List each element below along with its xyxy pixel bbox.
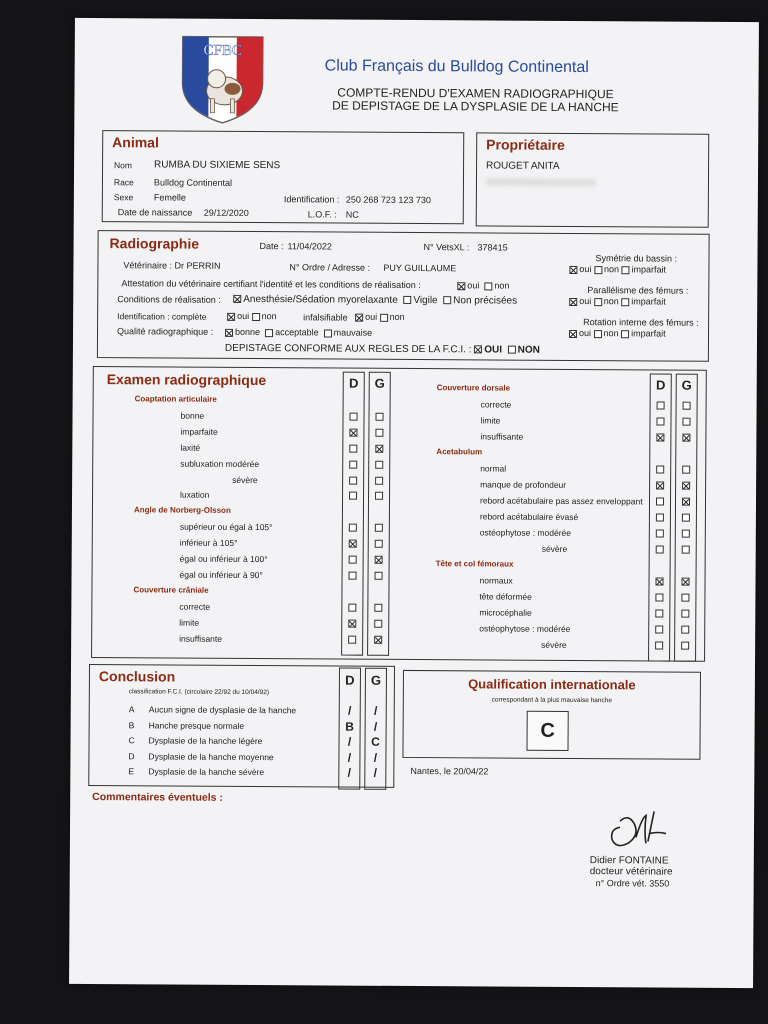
checkbox-g[interactable] bbox=[681, 626, 689, 634]
checkbox-g[interactable] bbox=[683, 402, 691, 410]
race-value: Bulldog Continental bbox=[153, 177, 233, 188]
depistage-non-checkbox[interactable] bbox=[508, 346, 516, 354]
sexe-value: Femelle bbox=[153, 192, 186, 203]
qualite-acceptable-checkbox[interactable] bbox=[265, 329, 273, 337]
naissance-label: Date de naissance bbox=[117, 207, 193, 218]
identification-non-checkbox[interactable] bbox=[252, 313, 260, 321]
conclusion-letter: A bbox=[128, 704, 135, 715]
vets-value: 378415 bbox=[477, 242, 508, 253]
rotation-non-checkbox[interactable] bbox=[594, 330, 602, 338]
club-name: Club Français du Bulldog Continental bbox=[324, 57, 589, 77]
criterion-label: égal ou inférieur à 90° bbox=[179, 569, 263, 580]
checkbox-d[interactable] bbox=[656, 497, 664, 505]
attestation-non-checkbox[interactable] bbox=[484, 282, 492, 290]
nom-value: RUMBA DU SIXIEME SENS bbox=[154, 159, 281, 172]
naissance-value: 29/12/2020 bbox=[203, 207, 249, 218]
qualification-grade: C bbox=[526, 711, 568, 751]
checkbox-d[interactable] bbox=[656, 545, 664, 553]
conclusion-letter: C bbox=[128, 735, 135, 746]
examen-right-d-header: D bbox=[655, 377, 666, 393]
rotation-imparfait-checkbox[interactable] bbox=[621, 330, 629, 338]
checkbox-g[interactable] bbox=[375, 572, 383, 580]
conclusion-label: Dysplasie de la hanche légère bbox=[148, 735, 263, 747]
parallelisme-imparfait-checkbox[interactable] bbox=[621, 298, 629, 306]
ordre-value: PUY GUILLAUME bbox=[383, 262, 457, 274]
conditions-options: Anesthésie/Sédation myorelaxante Vigile Non précisées bbox=[233, 294, 517, 307]
checkbox-g[interactable] bbox=[681, 642, 689, 650]
conclusion-d-value: / bbox=[347, 765, 352, 780]
section-heading: Couverture dorsale bbox=[436, 383, 511, 393]
checkbox-g[interactable] bbox=[374, 603, 382, 611]
checkbox-d[interactable] bbox=[348, 603, 356, 611]
qualite-bonne-checkbox[interactable] bbox=[225, 328, 233, 336]
criterion-label: ostéophytose : modérée bbox=[479, 527, 572, 538]
signataire-ordre: n° Ordre vét. 3550 bbox=[595, 878, 670, 889]
checkbox-g[interactable] bbox=[682, 498, 690, 506]
criterion-label: correcte bbox=[179, 601, 211, 612]
redacted-address bbox=[486, 178, 596, 186]
signataire-fonction: docteur vétérinaire bbox=[589, 866, 673, 878]
attestation-label: Attestation du vétérinaire certifiant l'identité et les conditions de réalisation : bbox=[121, 278, 421, 291]
conclusion-heading: Conclusion bbox=[98, 668, 176, 685]
checkbox-g[interactable] bbox=[682, 514, 690, 522]
proprietaire-heading: Propriétaire bbox=[486, 136, 565, 153]
checkbox-g[interactable] bbox=[682, 482, 690, 490]
checkbox-g[interactable] bbox=[681, 610, 689, 618]
section-heading: Angle de Norberg-Olsson bbox=[133, 505, 231, 516]
conclusion-g-value: / bbox=[373, 719, 378, 734]
conclusion-g-value: C bbox=[371, 734, 380, 749]
parallelisme-non-checkbox[interactable] bbox=[594, 298, 602, 306]
criterion-label: laxité bbox=[180, 442, 201, 453]
checkbox-d[interactable] bbox=[656, 433, 664, 441]
checkbox-d[interactable] bbox=[655, 625, 663, 633]
checkbox-d[interactable] bbox=[349, 524, 357, 532]
conclusion-sub: classification F.C.I. (circulaire 22/92 du 10/04/92) bbox=[128, 688, 270, 697]
criterion-label: luxation bbox=[180, 489, 210, 501]
checkbox-g[interactable] bbox=[376, 413, 384, 421]
checkbox-g[interactable] bbox=[375, 460, 383, 468]
section-heading: Coaptation articulaire bbox=[134, 394, 217, 404]
conclusion-label: Hanche presque normale bbox=[148, 719, 245, 731]
checkbox-d[interactable] bbox=[655, 593, 663, 601]
depistage-line: DEPISTAGE CONFORME AUX REGLES DE LA F.C.I. : OUI NON bbox=[224, 342, 540, 356]
checkbox-d[interactable] bbox=[656, 481, 664, 489]
checkbox-g[interactable] bbox=[375, 524, 383, 532]
checkbox-g[interactable] bbox=[682, 466, 690, 474]
anesthesie-checkbox[interactable] bbox=[233, 295, 241, 303]
conclusion-letter: B bbox=[128, 719, 135, 730]
date-value: 11/04/2022 bbox=[287, 241, 332, 252]
logo-text: CFBC bbox=[203, 42, 242, 59]
criterion-label: manque de profondeur bbox=[480, 479, 567, 490]
criterion-label: rebord acétabulaire pas assez enveloppant bbox=[479, 495, 643, 507]
criterion-label: microcéphalie bbox=[479, 607, 532, 618]
checkbox-d[interactable] bbox=[657, 401, 665, 409]
conditions-label: Conditions de réalisation : bbox=[117, 294, 221, 305]
checkbox-d[interactable] bbox=[350, 412, 358, 420]
infalsifiable-non-checkbox[interactable] bbox=[380, 313, 388, 321]
conclusion-d-header: D bbox=[345, 672, 355, 688]
checkbox-d[interactable] bbox=[656, 513, 664, 521]
qualite-label: Qualité radiographique : bbox=[117, 326, 214, 337]
checkbox-d[interactable] bbox=[349, 492, 357, 500]
lieu-date: Nantes, le 20/04/22 bbox=[410, 765, 489, 777]
criterion-label: normal bbox=[480, 463, 507, 474]
checkbox-g[interactable] bbox=[682, 578, 690, 586]
attestation-options: oui non bbox=[457, 280, 509, 290]
title-line-2: DE DEPISTAGE DE LA DYSPLASIE DE LA HANCHE bbox=[332, 98, 619, 115]
checkbox-g[interactable] bbox=[375, 492, 383, 500]
symetrie-oui-checkbox[interactable] bbox=[569, 266, 577, 274]
checkbox-d[interactable] bbox=[655, 641, 663, 649]
criterion-label: supérieur ou égal à 105° bbox=[179, 521, 273, 533]
examen-heading: Examen radiographique bbox=[106, 371, 267, 389]
ordre-label: N° Ordre / Adresse : bbox=[289, 262, 371, 273]
vigile-checkbox[interactable] bbox=[403, 296, 411, 304]
title-line-1: COMPTE-RENDU D'EXAMEN RADIOGRAPHIQUE bbox=[337, 85, 614, 102]
identification-oui-checkbox[interactable] bbox=[227, 312, 235, 320]
date-label: Date : bbox=[259, 241, 284, 252]
criterion-label: sévère bbox=[541, 639, 567, 650]
criterion-label: limite bbox=[179, 617, 200, 628]
checkbox-d[interactable] bbox=[656, 529, 664, 537]
checkbox-d[interactable] bbox=[349, 460, 357, 468]
conclusion-label: Dysplasie de la hanche moyenne bbox=[148, 750, 274, 762]
checkbox-g[interactable] bbox=[375, 540, 383, 548]
checkbox-g[interactable] bbox=[682, 546, 690, 554]
infalsifiable-label: infalsifiable bbox=[303, 312, 348, 323]
signature bbox=[606, 807, 676, 857]
lof-label: L.O.F. : bbox=[307, 209, 337, 220]
section-heading: Couverture crâniale bbox=[133, 585, 209, 595]
criterion-label: égal ou inférieur à 100° bbox=[179, 553, 268, 565]
criterion-label: imparfaite bbox=[180, 426, 218, 437]
qualification-heading: Qualification internationale bbox=[468, 676, 636, 693]
non-precisees-checkbox[interactable] bbox=[443, 297, 451, 305]
identification-options: oui non bbox=[227, 311, 277, 321]
sexe-label: Sexe bbox=[113, 192, 134, 203]
examen-left-g-header: G bbox=[374, 375, 385, 391]
identification-value: 250 268 723 123 730 bbox=[345, 194, 431, 206]
checkbox-g[interactable] bbox=[375, 429, 383, 437]
examen-right-g-header: G bbox=[681, 377, 692, 393]
rotation-label: Rotation interne des fémurs : bbox=[583, 317, 699, 328]
conclusion-label: Dysplasie de la hanche sévère bbox=[148, 766, 265, 778]
checkbox-d[interactable] bbox=[349, 540, 357, 548]
checkbox-g[interactable] bbox=[375, 556, 383, 564]
criterion-label: sévère bbox=[541, 543, 568, 554]
checkbox-g[interactable] bbox=[682, 418, 690, 426]
qualification-sub: correspondant à la plus mauvaise hanche bbox=[491, 696, 612, 705]
conclusion-d-value: B bbox=[345, 719, 355, 734]
examen-left-d-header: D bbox=[348, 375, 359, 391]
conclusion-g-value: / bbox=[373, 765, 378, 780]
section-heading: Acetabulum bbox=[436, 447, 483, 457]
criterion-label: normaux bbox=[479, 575, 513, 586]
criterion-label: correcte bbox=[480, 399, 512, 410]
checkbox-d[interactable] bbox=[349, 428, 357, 436]
symetrie-non-checkbox[interactable] bbox=[594, 266, 602, 274]
checkbox-d[interactable] bbox=[349, 571, 357, 579]
checkbox-d[interactable] bbox=[348, 619, 356, 627]
conclusion-g-value: / bbox=[373, 750, 378, 765]
checkbox-d[interactable] bbox=[656, 465, 664, 473]
nom-label: Nom bbox=[114, 160, 133, 171]
criterion-label: ostéophytose : modérée bbox=[479, 623, 571, 634]
checkbox-d[interactable] bbox=[349, 476, 357, 484]
symetrie-imparfait-checkbox[interactable] bbox=[621, 266, 629, 274]
animal-heading: Animal bbox=[112, 134, 159, 151]
checkbox-g[interactable] bbox=[375, 444, 383, 452]
checkbox-g[interactable] bbox=[375, 476, 383, 484]
identification-label: Identification : bbox=[283, 194, 340, 205]
race-label: Race bbox=[113, 177, 134, 188]
depistage-oui-checkbox[interactable] bbox=[474, 346, 482, 354]
infalsifiable-options: oui non bbox=[355, 312, 405, 322]
checkbox-g[interactable] bbox=[682, 530, 690, 538]
checkbox-d[interactable] bbox=[656, 577, 664, 585]
proprietaire-name: ROUGET ANITA bbox=[486, 160, 560, 172]
vets-label: N° VetsXL : bbox=[423, 242, 470, 253]
conclusion-d-value: / bbox=[348, 703, 352, 718]
conclusion-g-header: G bbox=[370, 672, 382, 688]
criterion-label: tête déformée bbox=[479, 591, 532, 602]
infalsifiable-oui-checkbox[interactable] bbox=[355, 313, 363, 321]
criterion-label: sévère bbox=[232, 474, 258, 485]
criterion-label: inférieur à 105° bbox=[179, 537, 238, 549]
qualite-options: bonne acceptable mauvaise bbox=[225, 327, 372, 338]
checkbox-d[interactable] bbox=[348, 635, 356, 643]
criterion-label: insuffisante bbox=[480, 431, 524, 442]
conclusion-label: Aucun signe de dysplasie de la hanche bbox=[148, 704, 297, 716]
veterinaire: Vétérinaire : Dr PERRIN bbox=[123, 260, 221, 271]
symetrie-label: Symétrie du bassin : bbox=[595, 253, 678, 264]
lof-value: NC bbox=[345, 209, 359, 220]
parallelisme-options: oui non imparfait bbox=[569, 296, 666, 307]
parallelisme-label: Parallélisme des fémurs : bbox=[587, 285, 689, 296]
conclusion-g-value: / bbox=[374, 703, 378, 718]
document-sheet bbox=[69, 18, 759, 988]
criterion-label: subluxation modérée bbox=[180, 458, 260, 469]
criterion-label: limite bbox=[480, 415, 501, 426]
conclusion-letter: D bbox=[128, 750, 135, 761]
conclusion-letter: E bbox=[128, 766, 135, 777]
symetrie-options: oui non imparfait bbox=[569, 264, 666, 275]
checkbox-g[interactable] bbox=[374, 635, 382, 643]
checkbox-d[interactable] bbox=[655, 609, 663, 617]
qualite-mauvaise-checkbox[interactable] bbox=[324, 329, 332, 337]
checkbox-g[interactable] bbox=[374, 619, 382, 627]
checkbox-g[interactable] bbox=[681, 594, 689, 602]
checkbox-d[interactable] bbox=[349, 556, 357, 564]
criterion-label: insuffisante bbox=[179, 633, 223, 644]
rotation-options: oui non imparfait bbox=[569, 328, 666, 339]
commentaires-label: Commentaires éventuels : bbox=[92, 791, 223, 804]
radiographie-heading: Radiographie bbox=[109, 235, 200, 252]
parallelisme-oui-checkbox[interactable] bbox=[569, 298, 577, 306]
identification-complete-label: Identification : complète bbox=[117, 311, 207, 322]
section-heading: Tête et col fémoraux bbox=[435, 559, 514, 569]
conclusion-d-value: / bbox=[347, 734, 352, 749]
conclusion-d-value: / bbox=[347, 750, 352, 765]
checkbox-d[interactable] bbox=[349, 444, 357, 452]
signataire-name: Didier FONTAINE bbox=[589, 855, 669, 867]
club-logo bbox=[178, 33, 267, 126]
criterion-label: rebord acétabulaire évasé bbox=[479, 511, 579, 523]
checkbox-d[interactable] bbox=[656, 417, 664, 425]
rotation-oui-checkbox[interactable] bbox=[569, 330, 577, 338]
attestation-oui-checkbox[interactable] bbox=[457, 282, 465, 290]
checkbox-g[interactable] bbox=[682, 434, 690, 442]
criterion-label: bonne bbox=[180, 410, 205, 421]
